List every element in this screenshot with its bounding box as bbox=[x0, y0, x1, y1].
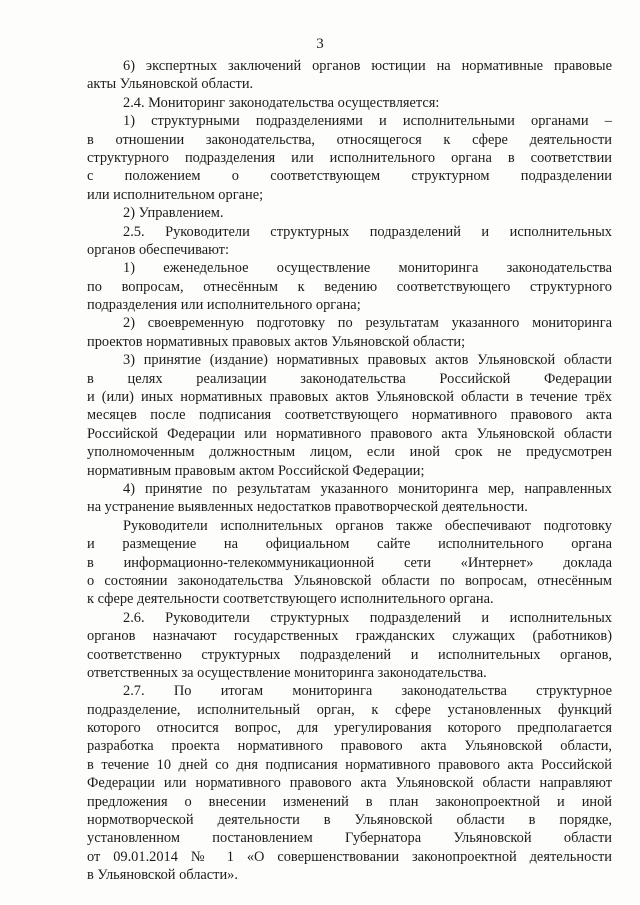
text-line: 3) принятие (издание) нормативных правовых актов Ульяновской области bbox=[123, 352, 612, 369]
paragraph bbox=[87, 609, 612, 683]
text-line: о состоянии законодательства Ульяновской области по вопросам, отнесённым bbox=[87, 572, 612, 589]
document-body bbox=[87, 57, 612, 885]
paragraph bbox=[87, 204, 612, 222]
text-line: в течение 10 дней со дня подписания нормативного правового акта Российской bbox=[87, 756, 612, 773]
text-line: 1) еженедельное осуществление мониторинга законодательства bbox=[123, 260, 612, 277]
text-line: структурного подразделения или исполнительного органа в соответствии bbox=[87, 149, 612, 166]
text-line: 2.6. Руководители структурных подразделений и исполнительных bbox=[123, 609, 612, 626]
paragraph bbox=[87, 314, 612, 351]
text-line: органов обеспечивают: bbox=[87, 241, 229, 258]
paragraph bbox=[87, 57, 612, 94]
text-line: или исполнительном органе; bbox=[87, 186, 264, 203]
text-line: с положением о соответствующем структурном подразделении bbox=[87, 168, 612, 185]
text-line: Руководители исполнительных органов также обеспечивают подготовку bbox=[123, 517, 612, 534]
paragraph bbox=[87, 517, 612, 609]
paragraph bbox=[87, 351, 612, 480]
paragraph bbox=[87, 94, 612, 112]
paragraph bbox=[87, 112, 612, 204]
text-line: 6) экспертных заключений органов юстиции на нормативные правовые bbox=[123, 58, 612, 74]
text-line: акты Ульяновской области. bbox=[87, 76, 254, 93]
text-line: проектов нормативных правовых актов Ульяновской области; bbox=[87, 333, 466, 350]
text-line: нормативным правовым актом Российской Федерации; bbox=[87, 462, 425, 479]
text-line: месяцев после подписания соответствующего нормативного правового акта bbox=[87, 407, 612, 424]
text-line: предложения о внесении изменений в план законопроектной и иной bbox=[87, 793, 612, 810]
text-line: 2.5. Руководители структурных подразделений и исполнительных bbox=[123, 223, 612, 240]
text-line: в Ульяновской области». bbox=[87, 867, 238, 884]
page-number: 3 bbox=[316, 36, 324, 52]
text-line: нормотворческой деятельности в Ульяновской области в порядке, bbox=[87, 812, 612, 829]
text-line: и (или) иных нормативных правовых актов Ульяновской области в течение трёх bbox=[87, 389, 612, 406]
text-line: от 09.01.2014 № 1 «О совершенствовании законопроектной деятельности bbox=[87, 848, 612, 865]
text-line: 2) Управлением. bbox=[123, 205, 224, 222]
text-line: ответственных за осуществление мониторинга законодательства. bbox=[87, 664, 487, 681]
text-line: и размещение на официальном сайте исполнительного органа bbox=[87, 536, 612, 553]
text-line: в отношении законодательства, относящегося к сфере деятельности bbox=[87, 131, 612, 148]
text-line: Федерации или нормативного правового акта Ульяновской области направляют bbox=[87, 775, 612, 792]
text-line: уполномоченным должностным лицом, если иной срок не предусмотрен bbox=[87, 444, 612, 461]
text-line: 2.7. По итогам мониторинга законодательства структурное bbox=[123, 683, 612, 700]
paragraph bbox=[87, 259, 612, 314]
text-line: органов назначают государственных гражданских служащих (работников) bbox=[87, 628, 612, 645]
text-line: подразделения или исполнительного органа; bbox=[87, 297, 361, 314]
paragraph bbox=[87, 223, 612, 260]
paragraph bbox=[87, 480, 612, 517]
text-line: Российской Федерации или нормативного правового акта Ульяновской области bbox=[87, 425, 612, 442]
text-line: на устранение выявленных недостатков правотворческой деятельности. bbox=[87, 499, 528, 516]
text-line: 1) структурными подразделениями и исполнительными органами – bbox=[123, 113, 612, 130]
text-line: к сфере деятельности соответствующего исполнительного органа. bbox=[87, 591, 494, 608]
text-line: в информационно-телекоммуникационной сети «Интернет» доклада bbox=[87, 554, 612, 571]
text-line: соответственно структурных подразделений и исполнительных органов, bbox=[87, 646, 612, 663]
text-line: 4) принятие по результатам указанного мониторинга мер, направленных bbox=[123, 480, 612, 497]
paragraph bbox=[87, 682, 612, 884]
text-line: 2.4. Мониторинг законодательства осуществляется: bbox=[123, 94, 440, 111]
text-line: по вопросам, отнесённым к ведению соответствующего структурного bbox=[87, 278, 612, 295]
text-line: разработка проекта нормативного правового акта Ульяновской области, bbox=[87, 738, 612, 755]
text-line: подразделение, исполнительный орган, к сфере установленных функций bbox=[87, 701, 612, 718]
text-line: 2) своевременную подготовку по результатам указанного мониторинга bbox=[123, 315, 612, 332]
text-line: в целях реализации законодательства Российской Федерации bbox=[87, 370, 612, 387]
text-line: которого относится вопрос, для урегулирования которого предполагается bbox=[87, 720, 612, 737]
text-line: установленном постановлением Губернатора Ульяновской области bbox=[87, 830, 612, 847]
